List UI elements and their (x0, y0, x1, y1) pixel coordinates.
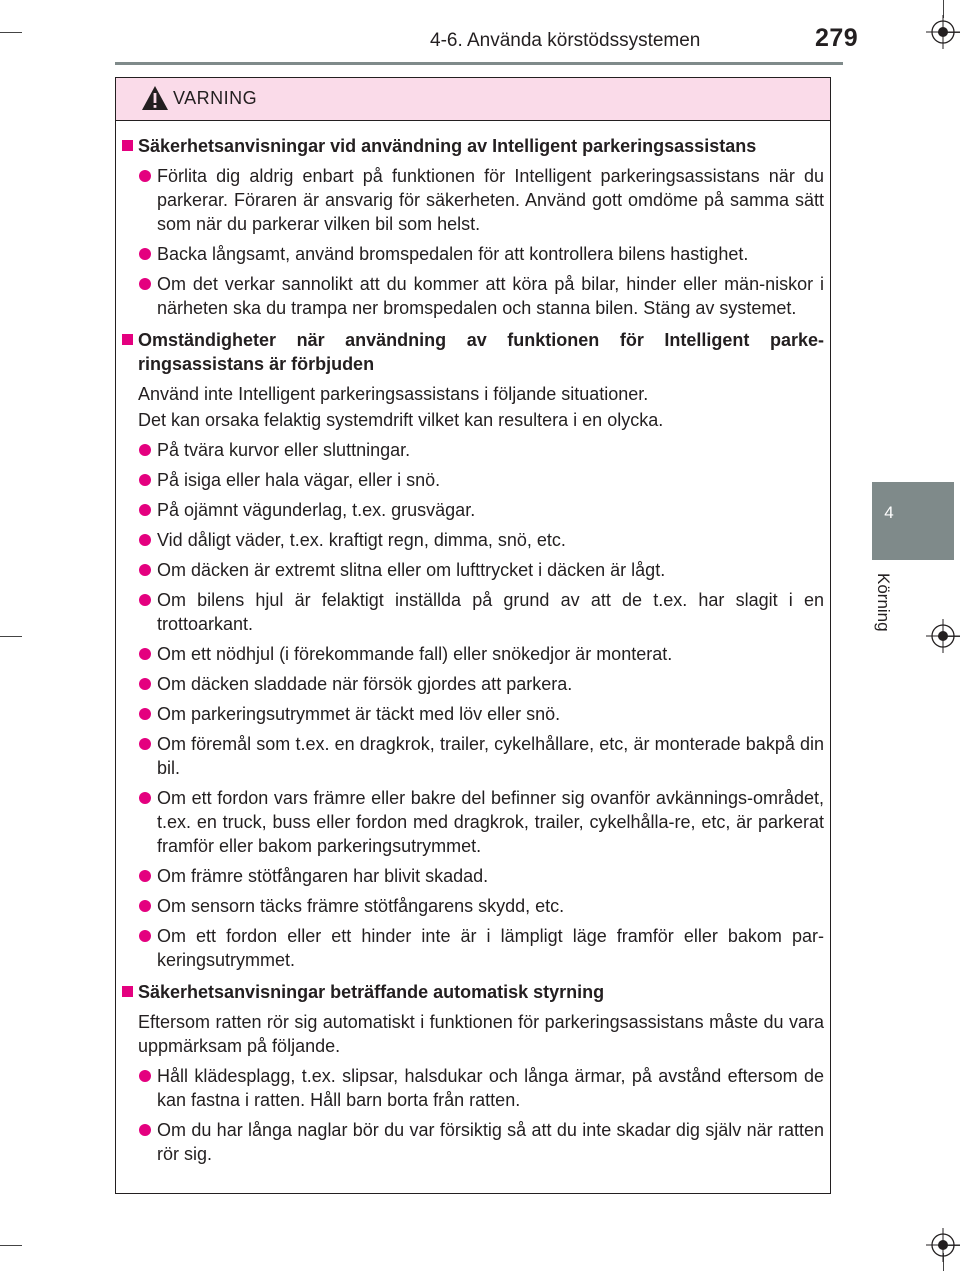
warning-box (115, 77, 831, 1194)
page-number: 279 (815, 24, 859, 52)
header-divider (115, 62, 843, 65)
list-item (116, 894, 824, 918)
list-item (116, 702, 824, 726)
list-item-text: Om föremål som t.ex. en dragkrok, trailer, cykelhållare, etc, är monterade bakpå din bil. (157, 734, 824, 778)
round-bullet-icon (139, 248, 151, 260)
round-bullet-icon (139, 1070, 151, 1082)
list-item (116, 242, 824, 266)
list-item-text: Om sensorn täcks främre stötfångarens skydd, etc. (157, 896, 565, 916)
list-item (116, 672, 824, 696)
warning-triangle-icon (141, 85, 169, 111)
round-bullet-icon (139, 708, 151, 720)
list-item (116, 438, 824, 462)
list-item-text: På ojämnt vägunderlag, t.ex. grusvägar. (157, 500, 476, 520)
list-item-text: Förlita dig aldrig enbart på funktionen för Intelligent parkeringsassistans när du parkerar. Föraren är ansvarig för säkerheten. Använd gott omdöme på samma sätt som när du parkerar vilken bil som helst. (157, 166, 824, 234)
list-item-text: Om ett nödhjul (i förekommande fall) eller snökedjor är monterat. (157, 644, 673, 664)
round-bullet-icon (139, 170, 151, 182)
registration-target-icon (926, 1228, 960, 1262)
warning-title: VARNING (173, 88, 258, 108)
list-item (116, 558, 824, 582)
list-item (116, 864, 824, 888)
section-intro: Eftersom ratten rör sig automatiskt i funktionen för parkeringsassistans måste du vara uppmärksam på följande. (138, 1012, 824, 1056)
list-item (116, 1118, 824, 1166)
section-heading-text: Omständigheter när användning av funktionen för Intelligent parke-ringsassistans är förbjuden (138, 330, 824, 374)
round-bullet-icon (139, 900, 151, 912)
square-bullet-icon (122, 986, 133, 997)
list-item (116, 732, 824, 780)
list-item-text: Om däcken sladdade när försök gjordes att parkera. (157, 674, 573, 694)
section-heading (116, 328, 824, 376)
list-item-text: På tvära kurvor eller sluttningar. (157, 440, 411, 460)
list-item-text: Om bilens hjul är felaktigt inställda på grund av att de t.ex. har slagit i en trottoarkant. (157, 590, 824, 634)
list-item-text: Vid dåligt väder, t.ex. kraftigt regn, dimma, snö, etc. (157, 530, 566, 550)
section-intro: Använd inte Intelligent parkeringsassistans i följande situationer. (138, 384, 649, 404)
round-bullet-icon (139, 534, 151, 546)
list-item-text: Om ett fordon eller ett hinder inte är i lämpligt läge framför eller bakom par-keringsutrymmet. (157, 926, 824, 970)
round-bullet-icon (139, 648, 151, 660)
round-bullet-icon (139, 930, 151, 942)
section-title: 4-6. Använda körstödssystemen (430, 30, 701, 51)
list-item (116, 468, 824, 492)
section-heading-text: Säkerhetsanvisningar beträffande automatisk styrning (138, 982, 605, 1002)
section-heading (116, 134, 824, 158)
list-item (116, 1064, 824, 1112)
round-bullet-icon (139, 738, 151, 750)
list-item (116, 164, 824, 236)
round-bullet-icon (139, 1124, 151, 1136)
section-heading-text: Säkerhetsanvisningar vid användning av Intelligent parkeringsassistans (138, 136, 757, 156)
round-bullet-icon (139, 870, 151, 882)
square-bullet-icon (122, 140, 133, 151)
list-item-text: Om parkeringsutrymmet är täckt med löv eller snö. (157, 704, 561, 724)
round-bullet-icon (139, 792, 151, 804)
list-item-text: På isiga eller hala vägar, eller i snö. (157, 470, 441, 490)
round-bullet-icon (139, 594, 151, 606)
registration-target-icon (926, 15, 960, 49)
list-item (116, 498, 824, 522)
list-item (116, 786, 824, 858)
crop-mark (0, 1245, 22, 1246)
round-bullet-icon (139, 444, 151, 456)
list-item (116, 528, 824, 552)
chapter-label: Körning (874, 573, 893, 632)
list-item (116, 924, 824, 972)
list-item-text: Håll klädesplagg, t.ex. slipsar, halsdukar och långa ärmar, på avstånd eftersom de kan fastna i ratten. Håll barn borta från ratten. (157, 1066, 824, 1110)
list-item (116, 272, 824, 320)
warning-content (116, 122, 830, 1166)
list-item-text: Om däcken är extremt slitna eller om lufttrycket i däcken är lågt. (157, 560, 666, 580)
list-item-text: Om främre stötfångaren har blivit skadad. (157, 866, 489, 886)
warning-header (116, 78, 830, 121)
chapter-number: 4 (884, 503, 894, 522)
list-item-text: Om ett fordon vars främre eller bakre del befinner sig ovanför avkännings-området, t.ex. en truck, buss eller fordon med dragkrok, trailer, cykelhålla-re, etc, är parkerat framför eller bakom parkeringsutrymmet. (157, 788, 824, 856)
round-bullet-icon (139, 678, 151, 690)
list-item-text: Om du har långa naglar bör du var försiktig så att du inte skadar dig själv när ratten rör sig. (157, 1120, 824, 1164)
list-item (116, 588, 824, 636)
list-item-text: Backa långsamt, använd bromspedalen för att kontrollera bilens hastighet. (157, 244, 749, 264)
list-item-text: Om det verkar sannolikt att du kommer att köra på bilar, hinder eller män-niskor i närheten ska du trampa ner bromspedalen och stanna bilen. Stäng av systemet. (157, 274, 824, 318)
round-bullet-icon (139, 504, 151, 516)
section-heading (116, 980, 824, 1004)
round-bullet-icon (139, 564, 151, 576)
crop-mark (0, 32, 22, 33)
crop-mark (0, 636, 22, 637)
round-bullet-icon (139, 278, 151, 290)
round-bullet-icon (139, 474, 151, 486)
section-intro: Det kan orsaka felaktig systemdrift vilket kan resultera i en olycka. (138, 410, 664, 430)
registration-target-icon (926, 619, 960, 653)
list-item (116, 642, 824, 666)
square-bullet-icon (122, 334, 133, 345)
